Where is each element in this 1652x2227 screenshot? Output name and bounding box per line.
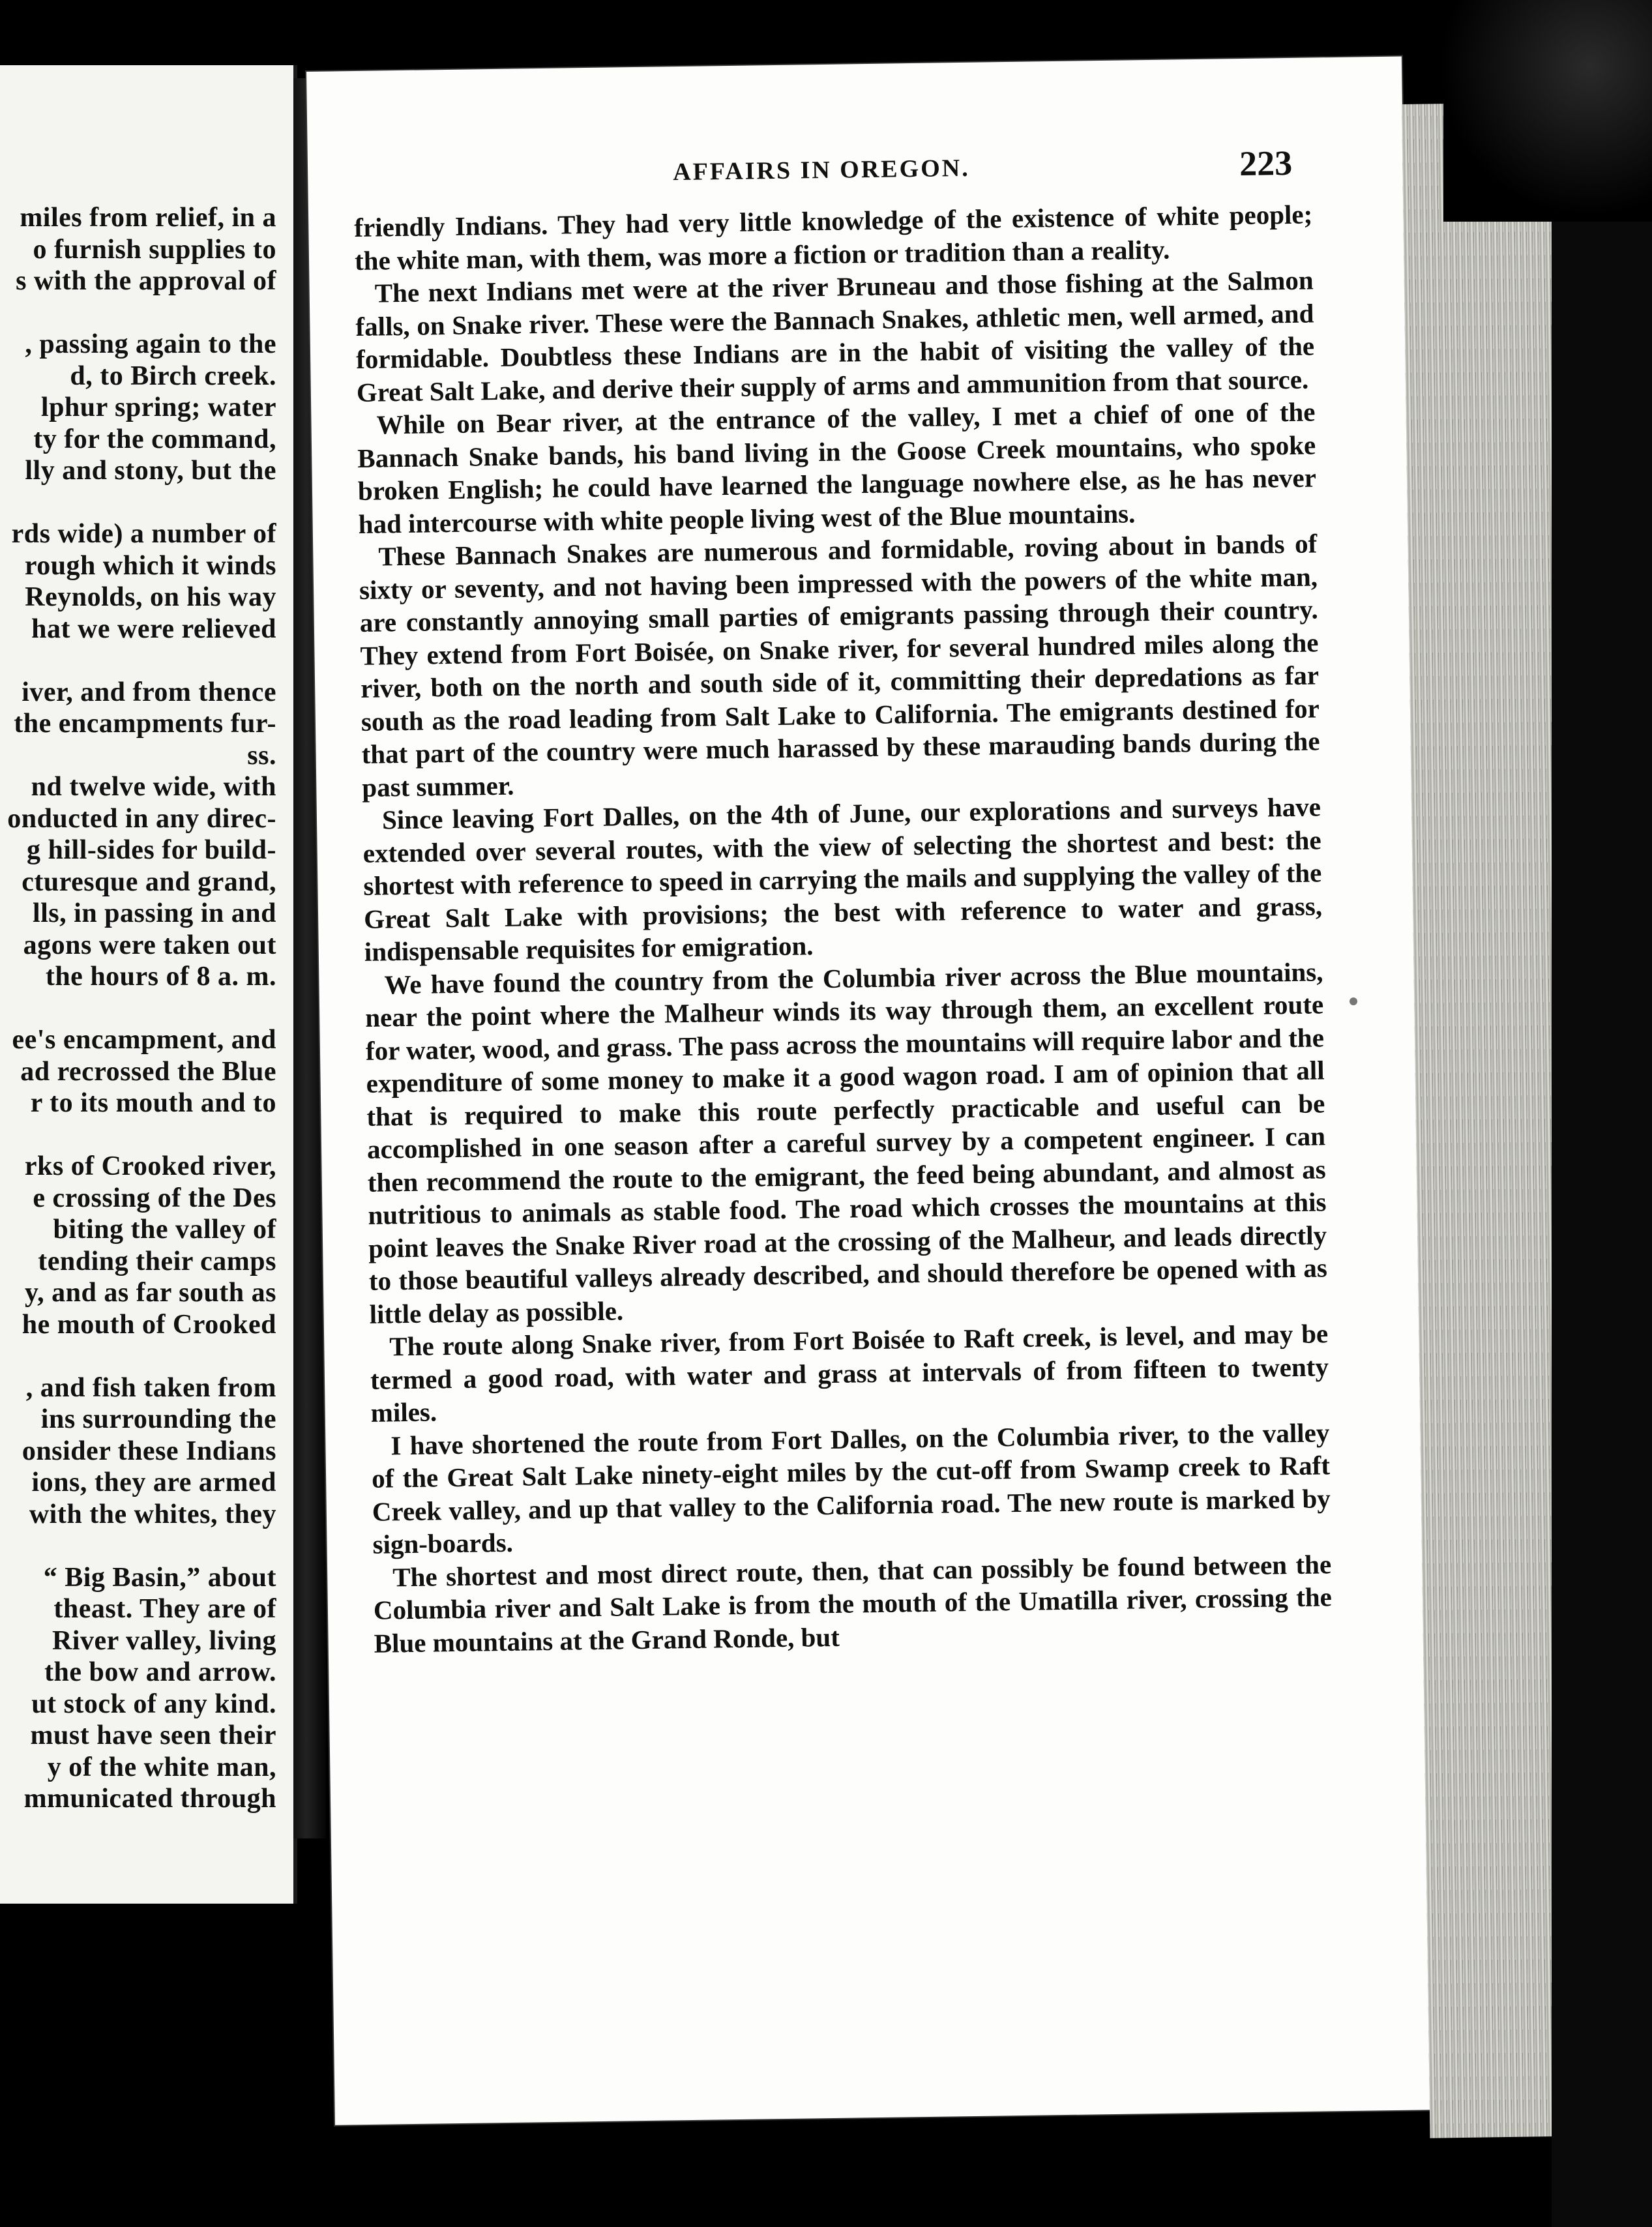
left-page-line: he mouth of Crooked: [22, 1309, 276, 1340]
left-page-line: must have seen their: [30, 1720, 276, 1750]
left-page-line: biting the valley of: [53, 1215, 276, 1245]
left-page-line: rough which it winds: [24, 550, 276, 581]
paragraph: The route along Snake river, from Fort Boisée to Raft creek, is level, and may be termed a good road, with water and grass at intervals of from fifteen to twenty miles.: [370, 1318, 1329, 1428]
left-page-line: with the whites, they: [29, 1499, 276, 1529]
left-page-line: d, to Birch creek.: [70, 361, 276, 391]
right-page: [306, 57, 1430, 2125]
left-page-line: theast. They are of: [53, 1594, 276, 1624]
page-number: 223: [1239, 143, 1293, 184]
left-page-line: , and fish taken from: [25, 1372, 276, 1403]
left-page-line: onducted in any direc-: [7, 803, 276, 834]
left-page-line: cturesque and grand,: [22, 866, 276, 897]
left-page-line: y, and as far south as: [24, 1278, 276, 1308]
left-page-line: ty for the command,: [33, 424, 276, 454]
paragraph: The shortest and most direct route, then, that can possibly be found between the Columbia river and Salt Lake is from the mouth of the Umatilla river, crossing the Blue mountains at the Grand Ronde, but: [373, 1548, 1333, 1659]
left-page-line: lphur spring; water: [40, 392, 276, 422]
left-page-line: iver, and from thence: [22, 677, 276, 707]
left-page-line: mmunicated through: [23, 1784, 276, 1814]
left-page-line: agons were taken out: [23, 930, 276, 960]
left-page-line: ions, they are armed: [31, 1467, 276, 1497]
left-page-line: , passing again to the: [25, 329, 276, 359]
left-page-line: rds wide) a number of: [11, 519, 276, 549]
paragraph: While on Bear river, at the entrance of the valley, I met a chief of one of the Bannach Snake bands, his band living in the Goose Creek mountains, who spoke broken English; he could have learned the language nowhere else, as he has never had intercourse with white people living west of the Blue mountains.: [357, 396, 1317, 539]
left-page-line: g hill-sides for build-: [27, 835, 276, 865]
left-page-line: hat we were relieved: [31, 613, 276, 644]
corner-shadow: [1443, 0, 1652, 222]
left-page-line: rks of Crooked river,: [24, 1151, 276, 1181]
left-page-line: y of the white man,: [47, 1752, 276, 1782]
left-page-line: tending their camps: [38, 1246, 276, 1276]
left-page-line: s with the approval of: [16, 266, 276, 296]
left-page-line: ee's encampment, and: [12, 1025, 276, 1055]
left-page-line: the hours of 8 a. m.: [45, 962, 276, 992]
left-page-line: nd twelve wide, with: [31, 772, 276, 802]
left-page-line: the encampments fur-: [14, 709, 276, 739]
left-page-line: Reynolds, on his way: [25, 582, 276, 612]
left-page-line: lly and stony, but the: [25, 456, 276, 486]
left-page-line: ad recrossed the Blue: [20, 1056, 276, 1087]
left-page-line: ins surrounding the: [40, 1404, 276, 1434]
paragraph: I have shortened the route from Fort Dalles, on the Columbia river, to the valley of the Great Salt Lake ninety-eight miles by the cut-off from Swamp creek to Raft Creek valley, and up that valley to the California road. The new route is marked by sign-boards.: [371, 1417, 1331, 1559]
left-page-line: the bow and arrow.: [44, 1657, 276, 1687]
left-page-line: o furnish supplies to: [33, 234, 276, 265]
paragraph: We have found the country from the Columbia river across the Blue mountains, near the point where the Malheur winds its way through them, an excellent route for water, wood, and grass. The pass across the mountains will require labor and the expenditure of some money to make it a good wagon road. I am of opinion that all that is required to make this route perfectly practicable and useful can be accomplished in one season after a careful survey by a competent engineer. I can then recommend the route to the emigrant, the feed being abundant, and almost as nutritious to animals as stable food. The road which crosses the mountains at this point leaves the Snake River road at the crossing of the Malheur, and leads directly to those beautiful valleys already described, and should therefore be opened with as little delay as possible.: [364, 956, 1328, 1329]
paragraph: The next Indians met were at the river Bruneau and those fishing at the Salmon falls, on Snake river. These were the Bannach Snakes, athletic men, well armed, and formidable. Doubtless these Indians are in the habit of visiting the valley of the Great Salt Lake, and derive their supply of arms and ammunition from that source.: [355, 265, 1315, 407]
paper-speck: [1350, 997, 1357, 1005]
body-text: [354, 198, 1333, 1659]
left-page-line: r to its mouth and to: [30, 1088, 276, 1118]
left-page-line: miles from relief, in a: [20, 203, 276, 233]
left-page-line: onsider these Indians: [22, 1436, 276, 1466]
paragraph: friendly Indians. They had very little knowledge of the existence of white people; the white man, with them, was more a fiction or tradition than a reality.: [354, 199, 1313, 276]
left-page-line: “ Big Basin,” about: [43, 1562, 276, 1593]
running-head: AFFAIRS IN OREGON.: [672, 154, 970, 186]
paragraph: Since leaving Fort Dalles, on the 4th of June, our explorations and surveys have extended over several routes, with the view of selecting the shortest and best: the shortest with reference to speed in carrying the mails and supplying the valley of the Great Salt Lake with provisions; the best with reference to water and grass, indispensable requisites for emigration.: [362, 791, 1323, 967]
left-page-line: ss.: [247, 740, 276, 771]
left-page-line: e crossing of the Des: [33, 1183, 276, 1213]
left-page-fragment: [0, 65, 297, 1904]
paragraph: These Bannach Snakes are numerous and formidable, roving about in bands of sixty or seventy, and not having been impressed with the powers of the white man, are constantly annoying small parties of emigrants passing through their country. They extend from Fort Boisée, on Snake river, for several hundred miles along the river, both on the north and south side of it, committing their depredations as far south as the road leading from Salt Lake to California. The emigrants destined for that part of the country were much harassed by these marauding bands during the past summer.: [359, 528, 1320, 803]
left-page-line: ut stock of any kind.: [31, 1689, 276, 1719]
background-shadow: [1552, 104, 1652, 2227]
left-page-line: River valley, living: [52, 1625, 276, 1656]
left-page-line: lls, in passing in and: [32, 898, 276, 928]
